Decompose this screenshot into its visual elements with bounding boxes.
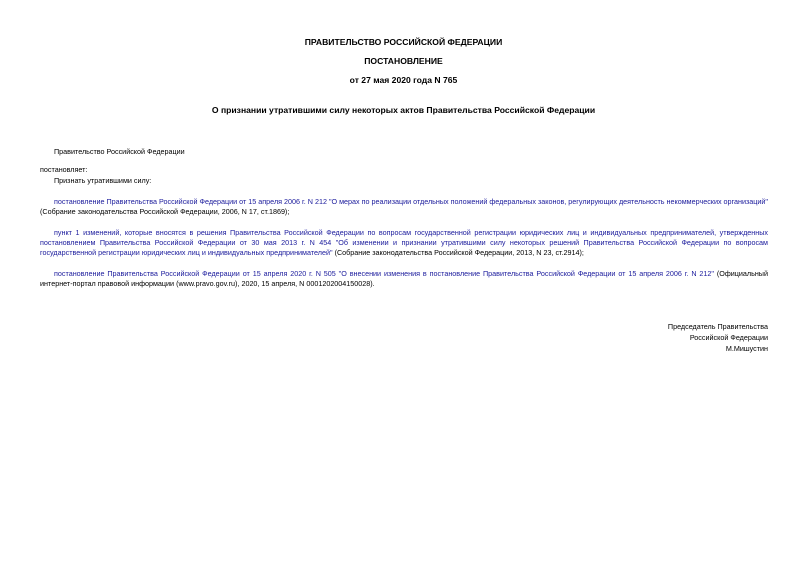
item-1-source: (Собрание законодательства Российской Федерации, 2006, N 17, ст.1869); — [40, 207, 290, 216]
signer-position-2: Российской Федерации — [689, 333, 768, 342]
doc-title: О признании утратившими силу некоторых актов Правительства Российской Федерации — [211, 105, 596, 115]
signer-position-1: Председатель Правительства — [667, 322, 768, 331]
intro-text: Правительство Российской Федерации — [54, 147, 185, 156]
doc-date: от 27 мая 2020 года N 765 — [349, 75, 458, 85]
item-1-link[interactable]: постановление Правительства Российской Федерации от 15 апреля 2006 г. N 212 "О мерах по реализации отдельных положений федеральных законов, регулирующих деятельность некоммерческих организаций" — [54, 197, 768, 206]
signer-name: М.Мишустин — [725, 344, 768, 353]
list-item-2 — [40, 228, 768, 258]
item-2-link[interactable]: пункт 1 изменений, которые вносятся в решения Правительства Российской Федерации по вопросам государственной регистрации юридических лиц и индивидуальных предпринимателей, утвержденных постановлением Правительства Российской Федерации от 30 мая 2013 г. N 454 "Об изменении и признании утратившими силу некоторых решений Правительства Российской Федерации по вопросам государственной регистрации юридических лиц и индивидуальных предпринимателей" — [40, 228, 768, 257]
list-item-1 — [40, 197, 768, 217]
action-text: Признать утратившими силу: — [54, 176, 152, 185]
item-3-link[interactable]: постановление Правительства Российской Федерации от 15 апреля 2020 г. N 505 "О внесении изменения в постановление Правительства Российской Федерации от 15 апреля 2006 г. N 212" — [54, 269, 714, 278]
item-2-source: (Собрание законодательства Российской Федерации, 2013, N 23, ст.2914); — [332, 248, 584, 257]
decides-text: постановляет: — [40, 165, 88, 174]
item-3-source: (Официальный интернет-портал правовой информации (www.pravo.gov.ru), 2020, 15 апреля, N 0001202004150028). — [40, 269, 768, 288]
doc-type: ПОСТАНОВЛЕНИЕ — [364, 56, 443, 66]
org-name: ПРАВИТЕЛЬСТВО РОССИЙСКОЙ ФЕДЕРАЦИИ — [304, 37, 503, 47]
list-item-3 — [40, 269, 768, 289]
